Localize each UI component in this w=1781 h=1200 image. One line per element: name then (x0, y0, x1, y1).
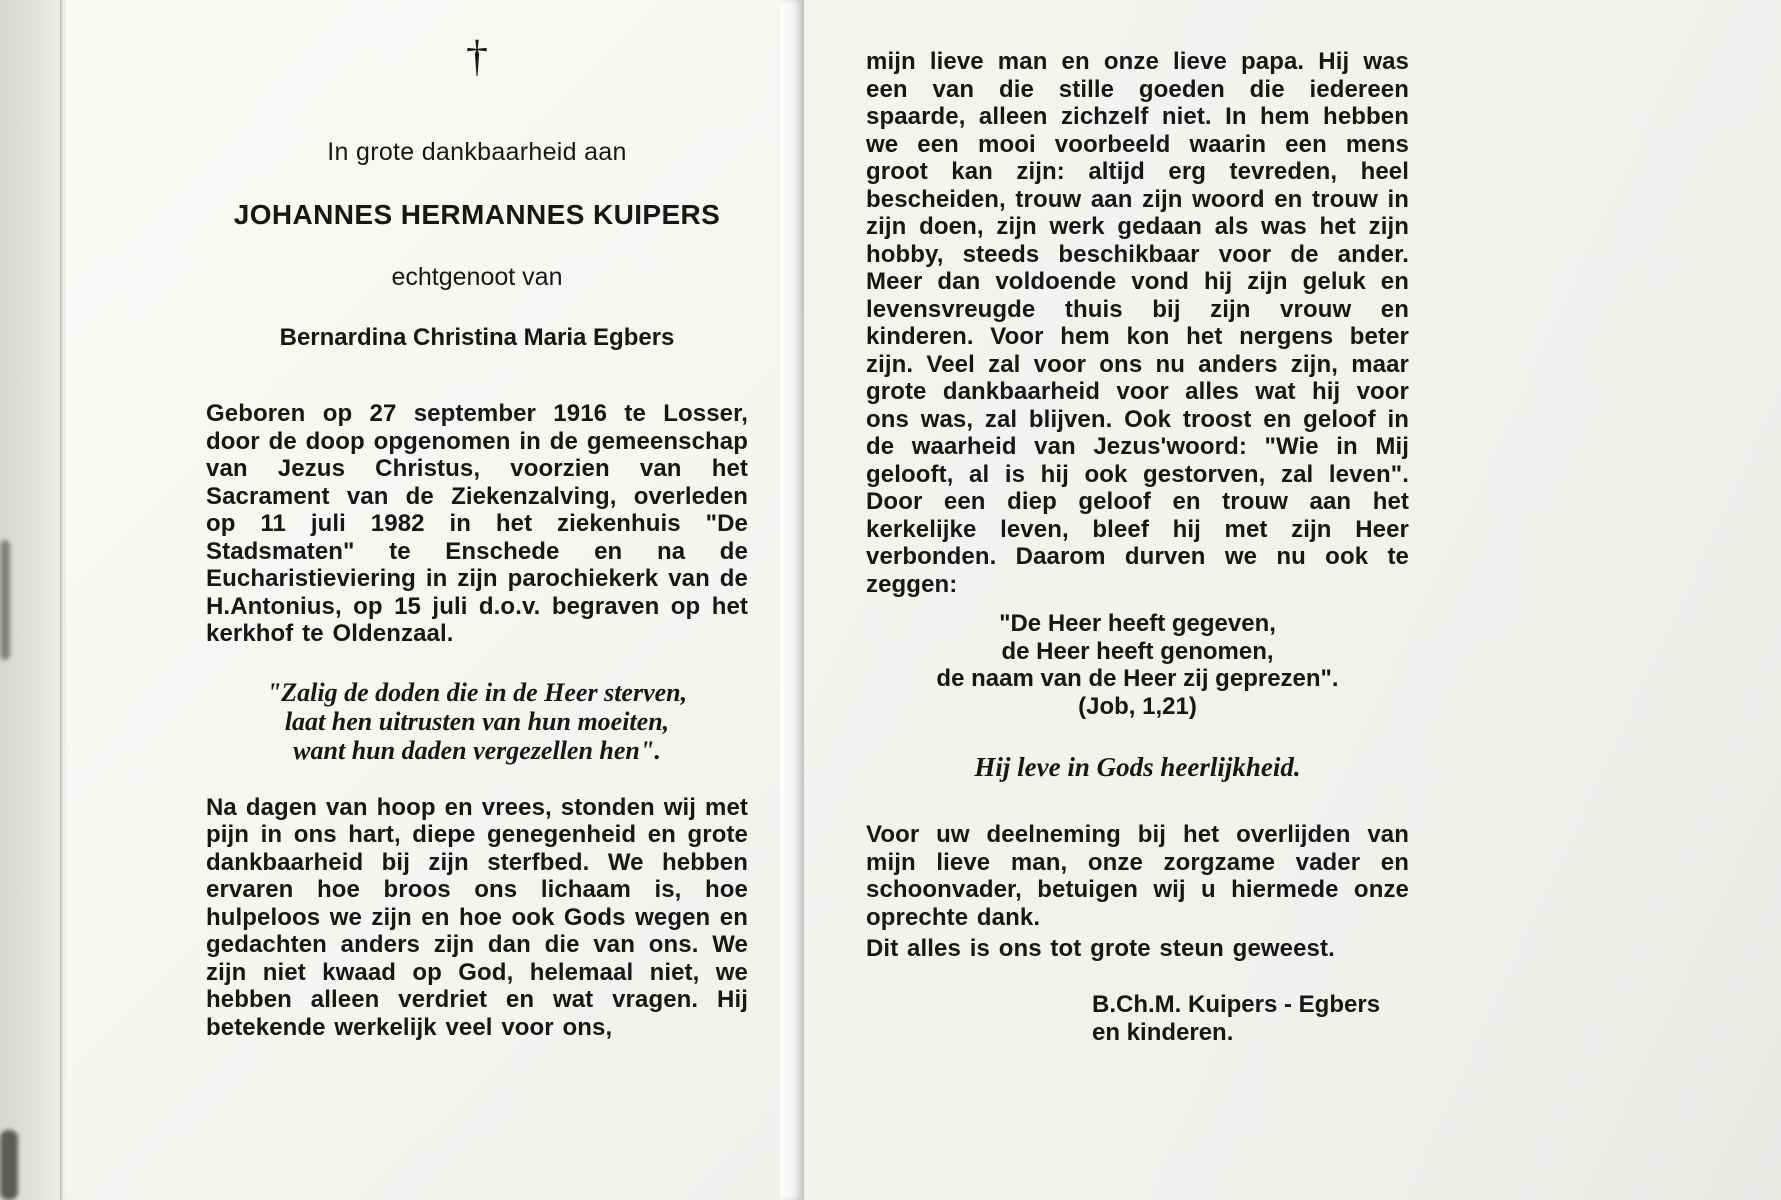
scan-smudge (0, 540, 10, 660)
memorial-paragraph-left: Na dagen van hoop en vrees, stonden wij met pijn in ons hart, diepe genegenheid en grote dankbaarheid bij zijn sterfbed. We hebben ervaren hoe broos ons lichaam is, hoe hulpeloos we zijn en hoe ook Gods wegen en gedachten anders zijn dan die van ons. We zijn niet kwaad op God, helemaal niet, we hebben alleen verdriet en wat vragen. Hij betekende werkelijk veel voor ons, (206, 793, 748, 1041)
scripture-quote-line: want hun daden vergezellen hen". (293, 735, 661, 765)
relation-line: echtgenoot van (391, 263, 563, 291)
memorial-card-right-page (804, 0, 1781, 1200)
memorial-card-left-page (66, 0, 780, 1200)
blessing-line: Hij leve in Gods heerlijkheid. (974, 752, 1301, 782)
cross-icon: † (466, 32, 488, 81)
scripture-quote-line: laat hen uitrusten van hun moeiten, (284, 706, 670, 736)
job-verse-line: de naam van de Heer zij geprezen". (936, 665, 1339, 692)
scripture-quote (206, 678, 748, 765)
job-verse (866, 610, 1409, 720)
scripture-quote-line: "Zalig de doden die in de Heer sterven, (266, 677, 688, 707)
spouse-name: Bernardina Christina Maria Egbers (279, 324, 675, 351)
job-verse-reference: (Job, 1,21) (1078, 692, 1197, 720)
memorial-paragraph-right: mijn lieve man en onze lieve papa. Hij was een van die stille goeden die iedereen spaarde, alleen zichzelf niet. In hem hebben we een mooi voorbeeld waarin een mens groot kan zijn: altijd erg tevreden, heel bescheiden, trouw aan zijn woord en trouw in zijn doen, zijn werk gedaan als was het zijn hobby, steeds beschikbaar voor de ander. Meer dan voldoende vond hij zijn geluk en levensvreugde thuis bij zijn vrouw en kinderen. Voor hem kon het nergens beter zijn. Veel zal voor ons nu anders zijn, maar grote dankbaarheid voor alles wat hij voor ons was, zal blijven. Ook troost en geloof in de waarheid van Jezus'woord: "Wie in Mij gelooft, al is hij ook gestorven, zal leven". Door een diep geloof en trouw aan het kerkelijke leven, bleef hij met zijn Heer verbonden. Daarom durven we nu ook te zeggen: (866, 48, 1409, 598)
scan-smudge (0, 1130, 18, 1200)
scan-fold-line (60, 0, 63, 1200)
closing-line: Dit alles is ons tot grote steun geweest. (866, 935, 1335, 962)
page-gap (780, 0, 804, 1200)
signature-block (1092, 991, 1409, 1047)
signature-name: B.Ch.M. Kuipers - Egbers (1092, 990, 1381, 1018)
job-verse-line: de Heer heeft genomen, (1001, 637, 1274, 665)
deceased-name: JOHANNES HERMANNES KUIPERS (233, 199, 721, 230)
biography-paragraph: Geboren op 27 september 1916 te Losser, door de doop opgenomen in de gemeenschap van Jezus Christus, voorzien van het Sacrament van de Ziekenzalving, overleden op 11 juli 1982 in het ziekenhuis "De Stadsmaten" te Enschede en na de Eucharistieviering in zijn parochiekerk van de H.Antonius, op 15 juli d.o.v. begraven op het kerkhof te Oldenzaal. (206, 400, 748, 647)
dedication-line: In grote dankbaarheid aan (327, 138, 627, 166)
signature-children: en kinderen. (1092, 1018, 1234, 1046)
thanks-paragraph: Voor uw deelneming bij het overlijden van mijn lieve man, onze zorgzame vader en schoonvader, betuigen wij u hiermede onze oprechte dank. (866, 821, 1409, 931)
job-verse-line: "De Heer heeft gegeven, (999, 610, 1276, 637)
